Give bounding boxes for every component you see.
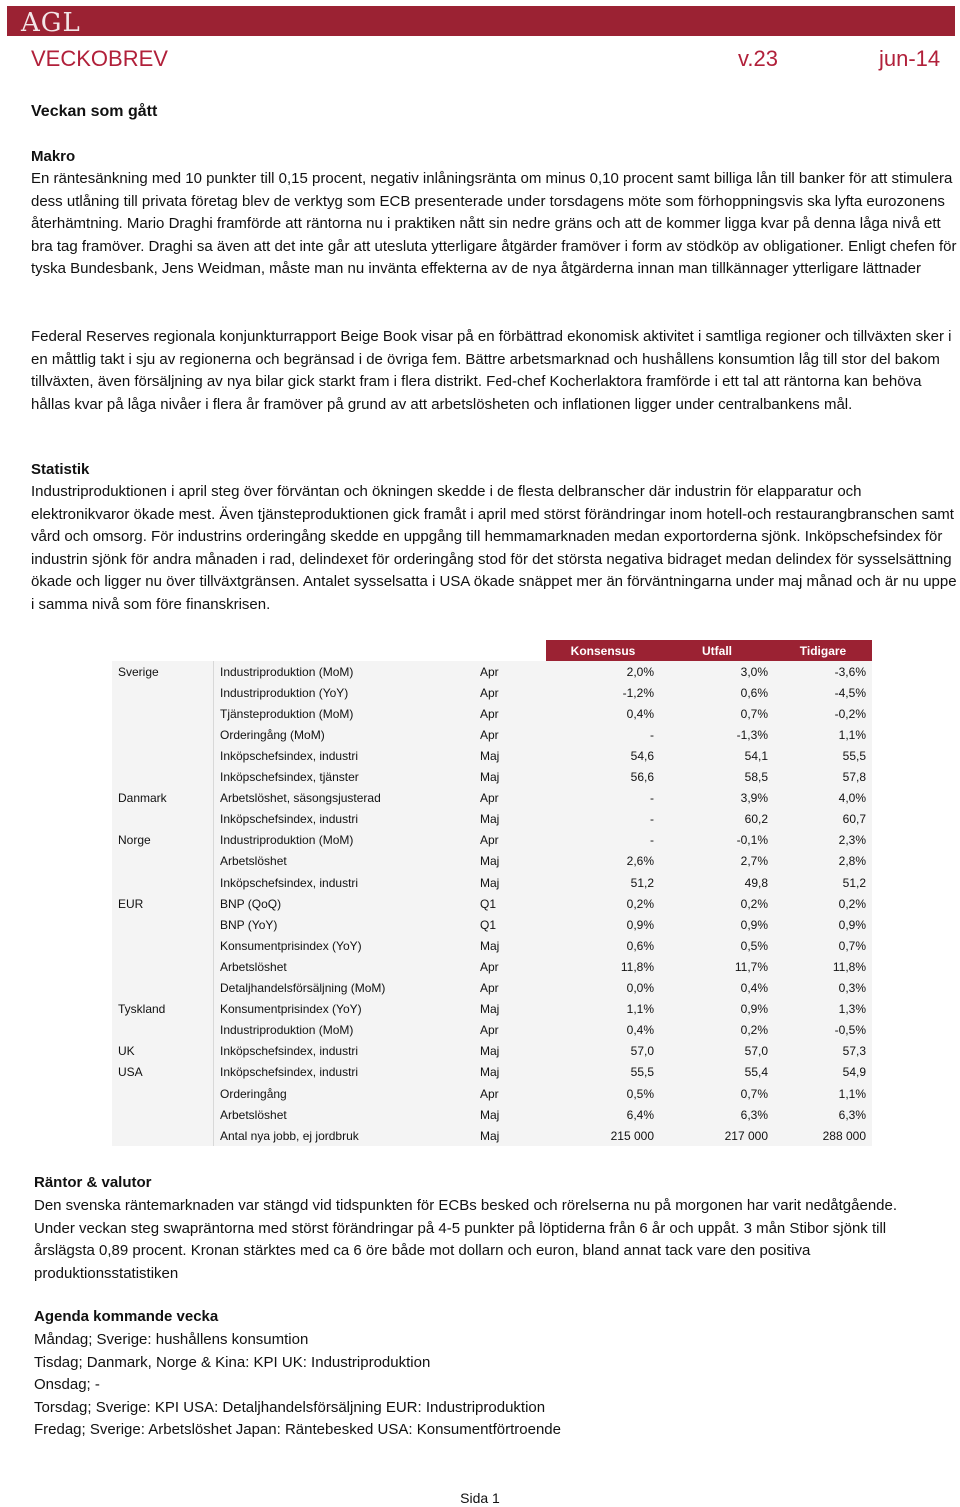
cell-period: Maj: [474, 1062, 546, 1083]
cell-indicator: Inköpschefsindex, tjänster: [214, 767, 475, 788]
table-row: [112, 893, 872, 914]
cell-period: Maj: [474, 999, 546, 1020]
cell-previous: 60,7: [774, 809, 872, 830]
cell-outcome: 57,0: [660, 1041, 774, 1062]
statistik-paragraph: Industriproduktionen i april steg över förväntan och ökningen skedde i de flesta delbranscher där industrin för elapparatur och elektronikvaror ökade mest. Även tjänsteproduktionen gick framåt i april med störst förändringar inom hotell-och restaurangbranschen samt vård och omsorg. För industrins orderingång skedde en uppgång till hemmamarknaden medan exportorderna sjönk. Inköpschefsindex för industrin sjönk för andra månaden i rad, delindexet för orderingång stod för det största negativa bidraget medan delindex för sysselsättning ökade och ligger nu över tillväxtgränsen. Antalet sysselsatta i USA ökade snäppet mer än förväntningarna under maj månad och är nu uppe i samma nivå som före finanskrisen.: [31, 483, 957, 613]
cell-previous: 0,2%: [774, 893, 872, 914]
cell-period: Maj: [474, 767, 546, 788]
cell-consensus: 2,0%: [546, 661, 660, 682]
cell-previous: 1,1%: [774, 1083, 872, 1104]
cell-country: [112, 1020, 214, 1041]
makro-heading: Makro: [31, 148, 76, 165]
cell-country: [112, 956, 214, 977]
cell-previous: 1,1%: [774, 724, 872, 745]
cell-previous: 54,9: [774, 1062, 872, 1083]
page-number: Sida 1: [460, 1490, 500, 1506]
cell-outcome: -0,1%: [660, 830, 774, 851]
table-row: [112, 978, 872, 999]
cell-outcome: 0,7%: [660, 703, 774, 724]
cell-outcome: 11,7%: [660, 956, 774, 977]
cell-outcome: 0,7%: [660, 1083, 774, 1104]
cell-period: Apr: [474, 1020, 546, 1041]
cell-indicator: BNP (QoQ): [214, 893, 475, 914]
cell-country: [112, 767, 214, 788]
cell-country: [112, 935, 214, 956]
cell-consensus: 2,6%: [546, 851, 660, 872]
cell-outcome: 0,6%: [660, 682, 774, 703]
table-row: [112, 1062, 872, 1083]
cell-period: Apr: [474, 830, 546, 851]
cell-indicator: Inköpschefsindex, industri: [214, 872, 475, 893]
cell-consensus: 1,1%: [546, 999, 660, 1020]
cell-previous: 55,5: [774, 745, 872, 766]
cell-previous: -4,5%: [774, 682, 872, 703]
header-outcome: Utfall: [660, 640, 774, 661]
cell-previous: -3,6%: [774, 661, 872, 682]
cell-period: Maj: [474, 745, 546, 766]
table-row: [112, 935, 872, 956]
cell-consensus: 0,2%: [546, 893, 660, 914]
cell-country: [112, 1104, 214, 1125]
agenda-item: Tisdag; Danmark, Norge & Kina: KPI UK: Industriproduktion: [34, 1353, 431, 1371]
table-row: [112, 999, 872, 1020]
cell-period: Q1: [474, 914, 546, 935]
table-row: [112, 767, 872, 788]
cell-country: [112, 851, 214, 872]
cell-country: [112, 978, 214, 999]
cell-consensus: 215 000: [546, 1125, 660, 1146]
cell-period: Apr: [474, 682, 546, 703]
table-row: [112, 809, 872, 830]
cell-country: [112, 703, 214, 724]
cell-outcome: 58,5: [660, 767, 774, 788]
cell-consensus: 6,4%: [546, 1104, 660, 1125]
table-row: [112, 1104, 872, 1125]
cell-consensus: 0,9%: [546, 914, 660, 935]
cell-outcome: 3,0%: [660, 661, 774, 682]
cell-outcome: 6,3%: [660, 1104, 774, 1125]
cell-outcome: 49,8: [660, 872, 774, 893]
cell-outcome: 0,2%: [660, 1020, 774, 1041]
cell-previous: 0,7%: [774, 935, 872, 956]
cell-previous: 11,8%: [774, 956, 872, 977]
cell-country: [112, 809, 214, 830]
cell-outcome: 0,5%: [660, 935, 774, 956]
cell-indicator: Arbetslöshet, säsongsjusterad: [214, 788, 475, 809]
cell-country: [112, 682, 214, 703]
cell-outcome: 0,9%: [660, 999, 774, 1020]
cell-indicator: Tjänsteproduktion (MoM): [214, 703, 475, 724]
cell-country: [112, 724, 214, 745]
cell-consensus: 0,4%: [546, 703, 660, 724]
cell-consensus: -: [546, 809, 660, 830]
doc-date: jun-14: [879, 46, 941, 71]
cell-indicator: Inköpschefsindex, industri: [214, 809, 475, 830]
agenda-heading: Agenda kommande vecka: [34, 1308, 219, 1325]
cell-period: Q1: [474, 893, 546, 914]
cell-period: Maj: [474, 851, 546, 872]
cell-outcome: 0,9%: [660, 914, 774, 935]
cell-indicator: Antal nya jobb, ej jordbruk: [214, 1125, 475, 1146]
cell-indicator: Industriproduktion (MoM): [214, 830, 475, 851]
header-banner: [7, 6, 955, 36]
table-body: [112, 661, 872, 1146]
cell-country: Danmark: [112, 788, 214, 809]
cell-period: Apr: [474, 788, 546, 809]
cell-indicator: Industriproduktion (MoM): [214, 661, 475, 682]
agenda-item: Fredag; Sverige: Arbetslöshet Japan: Räntebesked USA: Konsumentförtroende: [34, 1421, 561, 1438]
table-row: [112, 851, 872, 872]
cell-outcome: 3,9%: [660, 788, 774, 809]
cell-period: Maj: [474, 1104, 546, 1125]
cell-previous: 1,3%: [774, 999, 872, 1020]
cell-consensus: -: [546, 830, 660, 851]
cell-outcome: 54,1: [660, 745, 774, 766]
cell-consensus: 0,6%: [546, 935, 660, 956]
cell-outcome: 217 000: [660, 1125, 774, 1146]
cell-period: Apr: [474, 956, 546, 977]
table-row: [112, 830, 872, 851]
cell-indicator: Arbetslöshet: [214, 1104, 475, 1125]
cell-previous: 288 000: [774, 1125, 872, 1146]
cell-country: UK: [112, 1041, 214, 1062]
cell-outcome: 0,2%: [660, 893, 774, 914]
statistik-heading: Statistik: [31, 461, 90, 478]
cell-consensus: 55,5: [546, 1062, 660, 1083]
cell-indicator: Orderingång: [214, 1083, 475, 1104]
cell-consensus: 56,6: [546, 767, 660, 788]
agenda-list: [34, 1329, 934, 1442]
cell-indicator: BNP (YoY): [214, 914, 475, 935]
week-number: v.23: [738, 46, 778, 71]
cell-outcome: 55,4: [660, 1062, 774, 1083]
cell-period: Apr: [474, 703, 546, 724]
table-row: [112, 1083, 872, 1104]
cell-consensus: -: [546, 724, 660, 745]
cell-indicator: Inköpschefsindex, industri: [214, 1041, 475, 1062]
cell-previous: 2,3%: [774, 830, 872, 851]
cell-previous: 57,8: [774, 767, 872, 788]
cell-previous: -0,5%: [774, 1020, 872, 1041]
cell-period: Maj: [474, 1125, 546, 1146]
cell-period: Maj: [474, 809, 546, 830]
cell-outcome: 2,7%: [660, 851, 774, 872]
cell-outcome: -1,3%: [660, 724, 774, 745]
cell-country: [112, 1125, 214, 1146]
table-row: [112, 788, 872, 809]
cell-country: Sverige: [112, 661, 214, 682]
cell-country: EUR: [112, 893, 214, 914]
table-row: [112, 1041, 872, 1062]
table-row: [112, 1125, 872, 1146]
statistics-table: [112, 640, 872, 1146]
cell-previous: 4,0%: [774, 788, 872, 809]
makro-paragraph-2: Federal Reserves regionala konjunkturrapport Beige Book visar på en förbättrad ekonomisk aktivitet i samtliga regioner och tillväxten sker i en måttlig takt i sju av regionerna och begränsad i de övriga fem. Bättre arbetsmarknad och hushållens konsumtion låg till stor del bakom tillväxten, även försäljning av nya bilar gick starkt fram i flera distrikt. Fed-chef Kocherlaktora framförde i ett tal att räntorna kan behöva hållas kvar på låga nivåer i flera år framöver på grund av att arbetslösheten och inflationen ligger under centralbankens mål.: [31, 328, 952, 413]
cell-country: [112, 1083, 214, 1104]
table-header-row: [112, 640, 872, 661]
cell-previous: 6,3%: [774, 1104, 872, 1125]
agenda-item: Måndag; Sverige: hushållens konsumtion: [34, 1331, 309, 1348]
cell-indicator: Inköpschefsindex, industri: [214, 745, 475, 766]
table-row: [112, 956, 872, 977]
table-row: [112, 872, 872, 893]
cell-previous: 0,9%: [774, 914, 872, 935]
cell-period: Apr: [474, 661, 546, 682]
header-consensus: Konsensus: [546, 640, 660, 661]
cell-outcome: 60,2: [660, 809, 774, 830]
cell-period: Apr: [474, 1083, 546, 1104]
table-row: [112, 661, 872, 682]
cell-period: Maj: [474, 935, 546, 956]
cell-consensus: 54,6: [546, 745, 660, 766]
header-previous: Tidigare: [774, 640, 872, 661]
cell-country: [112, 745, 214, 766]
cell-country: USA: [112, 1062, 214, 1083]
rantor-paragraph: Den svenska räntemarknaden var stängd vid tidspunkten för ECBs besked och rörelserna nu på morgonen har varit nedåtgående. Under veckan steg swapräntorna med störst förändringar på 4-5 punkter på löptiderna från 6 år och uppåt. 3 mån Stibor sjönk till årslägsta 0,89 procent. Kronan stärktes med ca 6 öre både mot dollarn och euron, bland annat tack vare den positiva produktionsstatistiken: [34, 1197, 898, 1282]
cell-outcome: 0,4%: [660, 978, 774, 999]
cell-country: [112, 872, 214, 893]
cell-indicator: Inköpschefsindex, industri: [214, 1062, 475, 1083]
cell-consensus: 0,5%: [546, 1083, 660, 1104]
doc-title: VECKOBREV: [31, 46, 168, 71]
cell-consensus: 51,2: [546, 872, 660, 893]
table-row: [112, 914, 872, 935]
agl-logo: AGL: [21, 8, 81, 38]
cell-previous: -0,2%: [774, 703, 872, 724]
table-row: [112, 682, 872, 703]
cell-indicator: Konsumentprisindex (YoY): [214, 935, 475, 956]
cell-period: Apr: [474, 724, 546, 745]
rantor-heading: Räntor & valutor: [34, 1174, 152, 1191]
cell-period: Apr: [474, 978, 546, 999]
cell-indicator: Arbetslöshet: [214, 851, 475, 872]
cell-indicator: Konsumentprisindex (YoY): [214, 999, 475, 1020]
cell-consensus: 0,0%: [546, 978, 660, 999]
section-heading-week: Veckan som gått: [31, 103, 158, 120]
table-row: [112, 724, 872, 745]
cell-period: Maj: [474, 872, 546, 893]
cell-consensus: 0,4%: [546, 1020, 660, 1041]
cell-consensus: 11,8%: [546, 956, 660, 977]
table-row: [112, 745, 872, 766]
cell-country: Tyskland: [112, 999, 214, 1020]
cell-country: [112, 914, 214, 935]
cell-previous: 57,3: [774, 1041, 872, 1062]
agenda-item: Torsdag; Sverige: KPI USA: Detaljhandelsförsäljning EUR: Industriproduktion: [34, 1398, 546, 1416]
cell-indicator: Orderingång (MoM): [214, 724, 475, 745]
cell-period: Maj: [474, 1041, 546, 1062]
cell-previous: 2,8%: [774, 851, 872, 872]
cell-consensus: -1,2%: [546, 682, 660, 703]
cell-indicator: Industriproduktion (MoM): [214, 1020, 475, 1041]
cell-country: Norge: [112, 830, 214, 851]
table-row: [112, 1020, 872, 1041]
agenda-item: Onsdag; -: [34, 1376, 100, 1393]
cell-indicator: Industriproduktion (YoY): [214, 682, 475, 703]
cell-previous: 0,3%: [774, 978, 872, 999]
makro-paragraph-1: En räntesänkning med 10 punkter till 0,15 procent, negativ inlåningsränta om minus 0,10 procent samt billiga lån till banker för att stimulera dess utlåning till privata företag blev de verktyg som ECB presenterade under torsdagens möte som förhoppningsvis ska lyfta eurozonens återhämtning. Mario Draghi framförde att räntorna nu i praktiken nått sin nedre gräns och att de kommer ligga kvar på denna låga nivå ett bra tag framöver. Draghi sa även att det inte går att utesluta ytterligare åtgärder framöver i form av stödköp av obligationer. Enligt chefen för tyska Bundesbank, Jens Weidman, måste man nu invänta effekterna av de nya åtgärderna innan man tillkännager ytterligare lättnader: [31, 170, 957, 277]
cell-previous: 51,2: [774, 872, 872, 893]
cell-indicator: Detaljhandelsförsäljning (MoM): [214, 978, 475, 999]
cell-consensus: -: [546, 788, 660, 809]
table-row: [112, 703, 872, 724]
cell-consensus: 57,0: [546, 1041, 660, 1062]
cell-indicator: Arbetslöshet: [214, 956, 475, 977]
